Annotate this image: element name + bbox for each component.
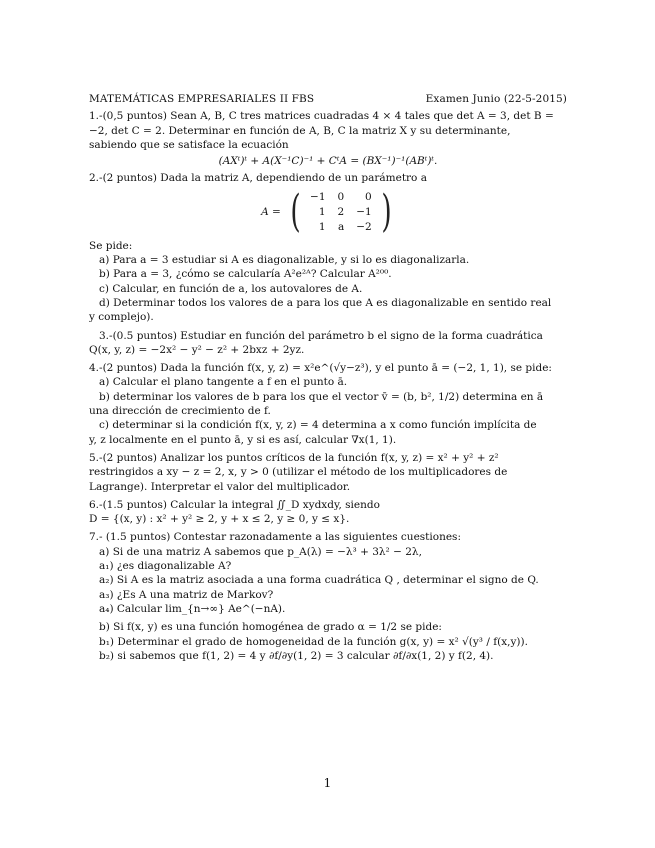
q7-intro: 7.- (1.5 puntos) Contestar razonadamente a las siguientes cuestiones: — [89, 531, 461, 544]
matrix-cell: 1 — [318, 220, 326, 233]
matrix-row — [304, 220, 378, 235]
exam-header — [89, 92, 567, 106]
exam-date: Examen Junio (22-5-2015) — [425, 93, 567, 105]
q1-line1: 1.-(0,5 puntos) Sean A, B, C tres matrices cuadradas 4 × 4 tales que det A = 3, det B = — [89, 110, 554, 123]
q2-a: a) Para a = 3 estudiar si A es diagonalizable, y si lo es diagonalizarla. — [99, 254, 470, 267]
q7-a1: a₁) ¿es diagonalizable A? — [99, 560, 232, 573]
matrix-cell: 0 — [365, 190, 372, 203]
q5-line2: restringidos a xy − z = 2, x, y > 0 (utilizar el método de los multiplicadores de — [89, 466, 508, 479]
matrix-row — [304, 205, 378, 220]
q5-line3: Lagrange). Interpretar el valor del multiplicador. — [89, 480, 351, 493]
course-title: MATEMÁTICAS EMPRESARIALES II FBS — [89, 93, 315, 105]
q7-b: b) Si f(x, y) es una función homogénea de grado α = 1/2 se pide: — [99, 621, 442, 634]
q1-line3: sabiendo que se satisface la ecuación — [89, 138, 289, 151]
q3-line2: Q(x, y, z) = −2x² − y² − z² + 2bxz + 2yz. — [89, 343, 305, 356]
q4-c1: c) determinar si la condición f(x, y, z) = 4 determina a x como función implícita de — [99, 419, 537, 432]
matrix-row — [304, 190, 378, 205]
q4-b1: b) determinar los valores de b para los que el vector v̄ = (b, b², 1/2) determina en ā — [99, 390, 544, 403]
exam-page — [89, 92, 567, 663]
q4-a: a) Calcular el plano tangente a f en el punto ā. — [99, 376, 348, 389]
q1-equation: (AXᵗ)ᵗ + A(X⁻¹C)⁻¹ + CᵗA = (BX⁻¹)⁻¹(ABᵗ)ᵗ. — [218, 155, 438, 168]
q7-a4: a₄) Calcular lim_{n→∞} Ae^(−nA). — [99, 602, 286, 615]
matrix-cell: −1 — [356, 205, 372, 218]
right-paren: ) — [381, 186, 392, 238]
matrix-cell: 2 — [337, 205, 345, 218]
page-number: 1 — [323, 776, 332, 790]
q4-b2: una dirección de crecimiento de f. — [89, 405, 271, 418]
q7-b1: b₁) Determinar el grado de homogeneidad de la función g(x, y) = x² √(y³ / f(x,y)). — [99, 635, 528, 648]
matrix-cell: a — [337, 220, 345, 233]
q6-line2: D = {(x, y) : x² + y² ≥ 2, y + x ≤ 2, y ≥ 0, y ≤ x}. — [89, 513, 350, 526]
q7-a2: a₂) Si A es la matriz asociada a una forma cuadrática Q , determinar el signo de Q. — [99, 574, 539, 587]
q2-d2: y complejo). — [89, 311, 154, 324]
matrix-cell: 0 — [337, 190, 345, 203]
q7-a3: a₃) ¿Es A una matriz de Markov? — [99, 588, 274, 601]
q2-se-pide: Se pide: — [89, 239, 133, 252]
matrix-label: A = — [261, 206, 281, 219]
q2-c: c) Calcular, en función de a, los autovalores de A. — [99, 282, 363, 295]
q2-d1: d) Determinar todos los valores de a para los que A es diagonalizable en sentido real — [99, 296, 552, 309]
matrix-cell: 1 — [318, 205, 326, 218]
left-paren: ( — [290, 186, 301, 238]
q2-intro: 2.-(2 puntos) Dada la matriz A, dependiendo de un parámetro a — [89, 172, 427, 185]
q1-line2: −2, det C = 2. Determinar en función de A, B, C la matriz X y su determinante, — [89, 124, 511, 137]
matrix-table — [304, 190, 378, 235]
q7-a: a) Si de una matriz A sabemos que p_A(λ) = −λ³ + 3λ² − 2λ, — [99, 545, 422, 558]
q2-b: b) Para a = 3, ¿cómo se calcularía A²e²ᴬ? Calcular A²⁰⁰. — [99, 268, 392, 281]
q2-matrix — [89, 186, 567, 238]
matrix-cell: −1 — [310, 190, 326, 203]
q4-c2: y, z localmente en el punto ā, y si es así, calcular ∇x(1, 1). — [89, 433, 397, 446]
matrix-cell: −2 — [356, 220, 372, 233]
q7-b2: b₂) si sabemos que f(1, 2) = 4 y ∂f/∂y(1, 2) = 3 calcular ∂f/∂x(1, 2) y f(2, 4). — [99, 649, 494, 662]
q6-line1: 6.-(1.5 puntos) Calcular la integral ∬_D xydxdy, siendo — [89, 498, 380, 511]
q3-line1: 3.-(0.5 puntos) Estudiar en función del parámetro b el signo de la forma cuadrática — [99, 329, 543, 342]
q4-line1: 4.-(2 puntos) Dada la función f(x, y, z) = x²e^(√y−z³), y el punto ā = (−2, 1, 1), se pide: — [89, 362, 552, 375]
q5-line1: 5.-(2 puntos) Analizar los puntos críticos de la función f(x, y, z) = x² + y² + z² — [89, 451, 499, 464]
